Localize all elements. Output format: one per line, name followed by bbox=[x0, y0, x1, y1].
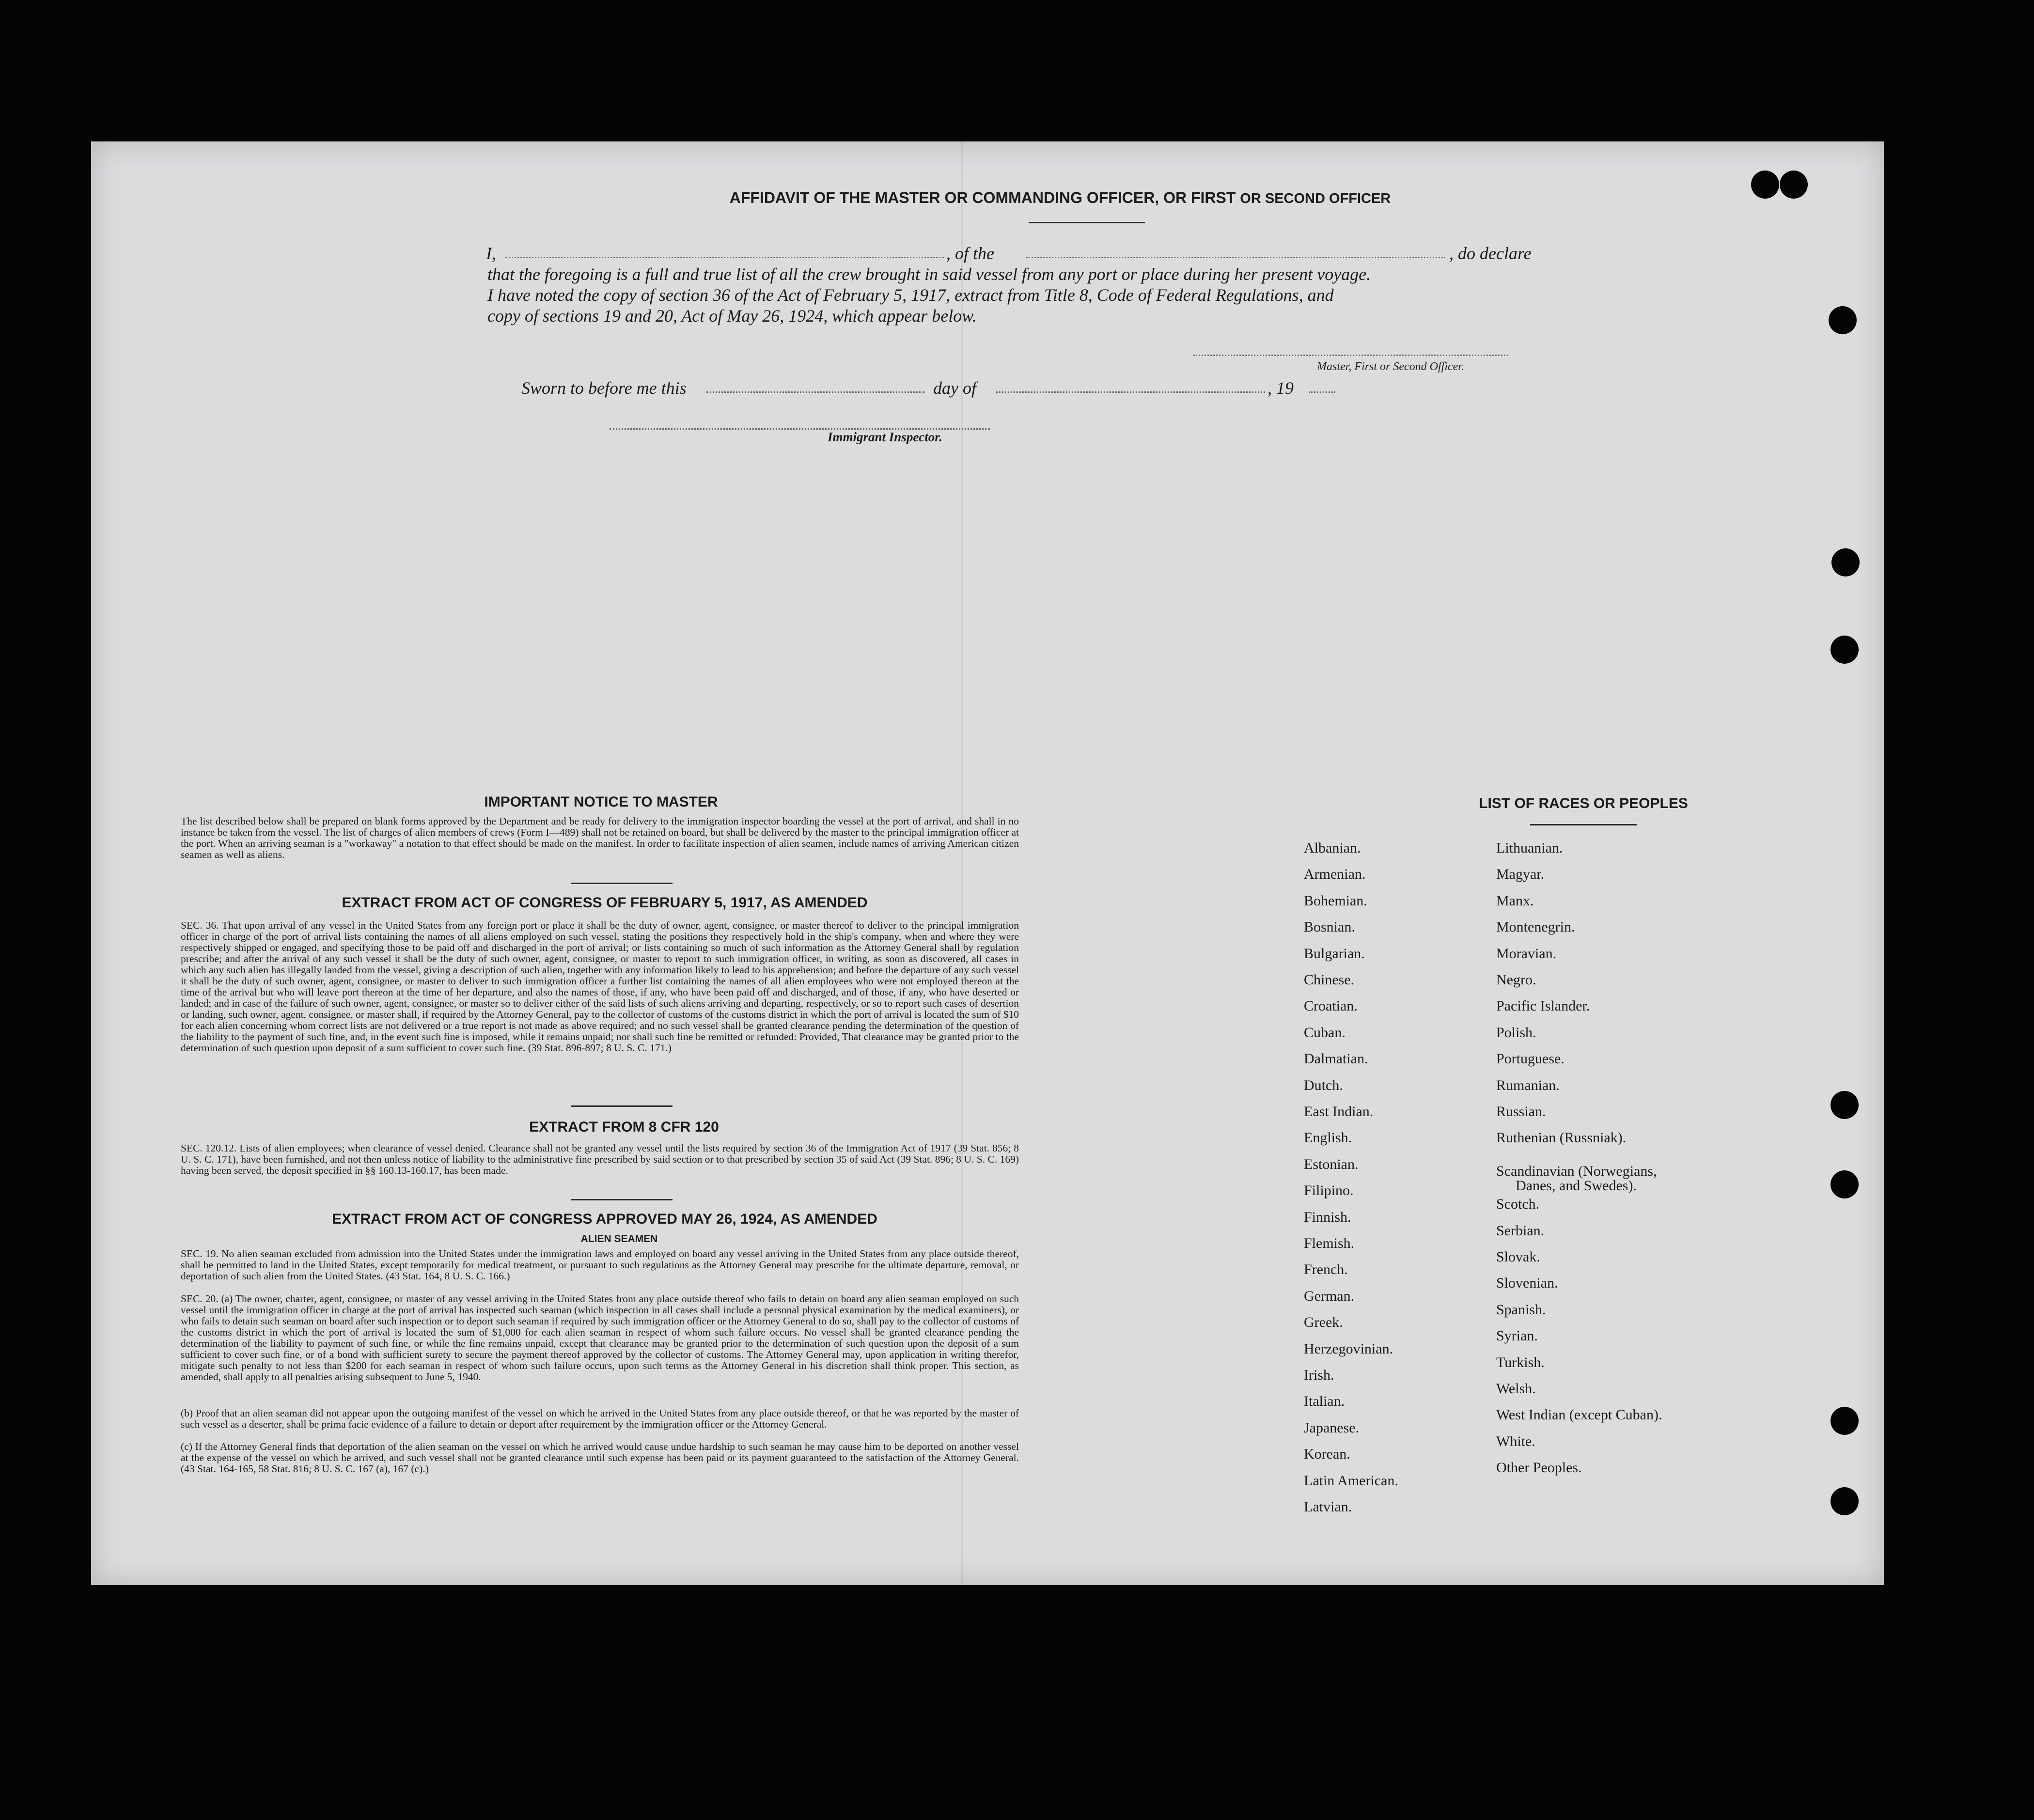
race-item: Flemish. bbox=[1304, 1235, 1355, 1251]
name-field[interactable] bbox=[505, 257, 944, 258]
punch-hole bbox=[1831, 1170, 1859, 1198]
race-item: West Indian (except Cuban). bbox=[1496, 1407, 1662, 1423]
punch-hole bbox=[1829, 306, 1857, 334]
race-item: Armenian. bbox=[1304, 866, 1366, 883]
race-item: Cuban. bbox=[1304, 1024, 1346, 1041]
section-rule bbox=[571, 1105, 673, 1107]
race-item: Bosnian. bbox=[1304, 919, 1355, 935]
race-item: White. bbox=[1496, 1433, 1535, 1449]
race-item: Estonian. bbox=[1304, 1156, 1359, 1172]
year-label: , 19 bbox=[1267, 378, 1294, 398]
race-item: Herzegovinian. bbox=[1304, 1340, 1393, 1357]
race-item: Portuguese. bbox=[1496, 1051, 1565, 1067]
race-item: Croatian. bbox=[1304, 998, 1358, 1014]
section-rule bbox=[571, 1199, 673, 1200]
extract-cfr-title: EXTRACT FROM 8 CFR 120 bbox=[529, 1119, 719, 1135]
extract-cfr-body: SEC. 120.12. Lists of alien employees; when clearance of vessel denied. Clearance shall not be granted any vessel until the lists required by section 36 of the Immigration Act of 1917 (39 Stat. 856; 8 U. S. C. 171), have been furnished, and not then unless notice of liability to the administrative fine prescribed by said section or to that prescribed by section 35 of said Act (39 Stat. 896; 8 U. S. C. 169) having been served, the deposit specified in §§ 160.13-160.17, has been made. bbox=[181, 1142, 1019, 1176]
race-item: Dalmatian. bbox=[1304, 1051, 1368, 1067]
race-item: Slovak. bbox=[1496, 1249, 1540, 1265]
punch-hole bbox=[1751, 171, 1779, 199]
form-page bbox=[91, 141, 1884, 1585]
race-item: German. bbox=[1304, 1288, 1355, 1304]
race-item: Finnish. bbox=[1304, 1209, 1351, 1225]
punch-hole bbox=[1831, 1091, 1859, 1119]
race-item: French. bbox=[1304, 1261, 1348, 1278]
race-item: Negro. bbox=[1496, 972, 1536, 988]
race-item: Syrian. bbox=[1496, 1328, 1538, 1344]
race-item: Latvian. bbox=[1304, 1499, 1352, 1515]
race-item: Bohemian. bbox=[1304, 892, 1367, 909]
title-rule bbox=[1029, 222, 1145, 223]
race-item: Italian. bbox=[1304, 1393, 1345, 1410]
race-item: Pacific Islander. bbox=[1496, 998, 1590, 1014]
race-item: Scotch. bbox=[1496, 1196, 1540, 1213]
race-item: Bulgarian. bbox=[1304, 945, 1365, 962]
race-item: Dutch. bbox=[1304, 1077, 1343, 1093]
affidavit-text-3: copy of sections 19 and 20, Act of May 26, 1924, which appear below. bbox=[487, 306, 977, 326]
sworn-day-field[interactable] bbox=[706, 391, 924, 393]
affidavit-name-line bbox=[486, 243, 1610, 264]
day-of-label: day of bbox=[933, 378, 976, 398]
sworn-year-field[interactable] bbox=[1309, 391, 1335, 393]
race-item: East Indian. bbox=[1304, 1104, 1374, 1120]
race-item: Manx. bbox=[1496, 892, 1534, 909]
of-the-label: , of the bbox=[946, 244, 994, 263]
extract-1917-title: EXTRACT FROM ACT OF CONGRESS OF FEBRUARY 5, 1917, AS AMENDED bbox=[342, 895, 868, 911]
race-item: Montenegrin. bbox=[1496, 919, 1575, 935]
race-item: Polish. bbox=[1496, 1024, 1536, 1041]
punch-hole bbox=[1831, 636, 1859, 664]
extract-1924-sec20a: SEC. 20. (a) The owner, charter, agent, consignee, or master of any vessel arriving in the United States from any place outside thereof who fails to detain on board any alien seaman employed on such vessel until the immigration officer in charge at the port of arrival has inspected such seaman (which inspection in all cases shall include a personal physical examination by the medical examiners), or who fails to detain such seaman on board after such inspection or to deport such seaman if required by such immigration officer or the Attorney General to do so, shall pay to the collector of customs of the customs district in which the port of arrival is located the sum of $1,000 for each alien seaman in respect of whom such failure occurs. No vessel shall be granted clearance pending the determination of the liability to payment of such fine, or while the fine remains unpaid, except that clearance may be granted prior to the determination of such question upon the deposit of a sum sufficient to cover such fine, or of a bond with sufficient surety to secure the payment thereof approved by the collector of customs. The Attorney General may, upon application in writing therefor, mitigate such penalty to not less than $200 for each seaman in respect of whom such failure occurs, upon such terms as the Attorney General in his discretion shall think proper. This section, as amended, shall apply to all penalties arising subsequent to June 5, 1940. bbox=[181, 1293, 1019, 1383]
race-item: Filipino. bbox=[1304, 1182, 1354, 1199]
section-rule bbox=[571, 883, 673, 884]
race-item: Magyar. bbox=[1496, 866, 1545, 883]
race-item: Turkish. bbox=[1496, 1354, 1545, 1370]
race-item: Moravian. bbox=[1496, 945, 1557, 962]
race-item: Albanian. bbox=[1304, 840, 1361, 856]
punch-hole bbox=[1831, 1487, 1859, 1515]
affidavit-text-2: I have noted the copy of section 36 of the Act of February 5, 1917, extract from Title 8, Code of Federal Regulations, and bbox=[487, 285, 1334, 305]
sworn-month-field[interactable] bbox=[996, 391, 1265, 393]
notice-body: The list described below shall be prepared on blank forms approved by the Department and be ready for delivery to the immigration inspector boarding the vessel at the port of arrival, and shall in no instance be taken from the vessel. The list of charges of alien members of crews (Form I—489) shall not be retained on board, but shall be delivered by the master to the principal immigration officer at the port. When an arriving seaman is a "workaway" a notation to that effect should be made on the manifest. In order to facilitate inspection of alien seamen, include names of arriving American citizen seamen as well as aliens. bbox=[181, 815, 1019, 860]
master-signature-field[interactable] bbox=[1193, 355, 1508, 356]
extract-1924-subtitle: ALIEN SEAMEN bbox=[580, 1233, 658, 1244]
race-item: English. bbox=[1304, 1130, 1352, 1146]
race-item: Other Peoples. bbox=[1496, 1460, 1582, 1476]
extract-1924-sec19: SEC. 19. No alien seaman excluded from admission into the United States under the immigration laws and employed on board any vessel arriving in the United States from any place outside thereof, shall be permitted to land in the United States, except temporarily for medical treatment, or pursuant to such regulations as the Attorney General may prescribe for the ultimate departure, removal, or deportation of such alien from the United States. (43 Stat. 164, 8 U. S. C. 166.) bbox=[181, 1248, 1019, 1282]
do-declare-label: , do declare bbox=[1449, 244, 1532, 263]
extract-1924-sec20c: (c) If the Attorney General finds that deportation of the alien seaman on the vessel on which he arrived would cause undue hardship to such seaman he may cause him to be deported on another vessel at the expense of the vessel on which he arrived, and such vessel shall not be granted clearance until such expense has been paid or its payment guaranteed to the satisfaction of the Attorney General. (43 Stat. 164-165, 58 Stat. 816; 8 U. S. C. 167 (a), 167 (c).) bbox=[181, 1441, 1019, 1475]
sworn-label: Sworn to before me this bbox=[521, 378, 687, 398]
race-item: Danes, and Swedes). bbox=[1516, 1177, 1637, 1194]
race-item: Korean. bbox=[1304, 1446, 1350, 1462]
race-item: Latin American. bbox=[1304, 1472, 1398, 1489]
race-item: Japanese. bbox=[1304, 1419, 1360, 1436]
race-item: Slovenian. bbox=[1496, 1275, 1558, 1291]
race-item: Russian. bbox=[1496, 1104, 1546, 1120]
affidavit-text-1: that the foregoing is a full and true list of all the crew brought in said vessel from any port or place during her present voyage. bbox=[487, 264, 1371, 284]
punch-hole bbox=[1831, 548, 1860, 576]
race-item: Spanish. bbox=[1496, 1301, 1546, 1318]
race-item: Irish. bbox=[1304, 1367, 1334, 1383]
extract-1924-sec20b: (b) Proof that an alien seaman did not appear upon the outgoing manifest of the vessel on which he arrived in the United States from any place outside thereof, or that he was reported by the master of such vessel as a deserter, shall be prima facie evidence of a failure to detain or deport after requirement by the immigration officer or the Attorney General. bbox=[181, 1407, 1019, 1430]
punch-hole bbox=[1780, 171, 1808, 199]
notice-title: IMPORTANT NOTICE TO MASTER bbox=[484, 794, 718, 810]
race-item: Serbian. bbox=[1496, 1222, 1545, 1239]
races-title: LIST OF RACES OR PEOPLES bbox=[1479, 795, 1688, 811]
race-item: Scandinavian (Norwegians, bbox=[1496, 1163, 1657, 1179]
inspector-caption: Immigrant Inspector. bbox=[828, 430, 943, 444]
i-label: I, bbox=[486, 244, 496, 263]
affidavit-title: AFFIDAVIT OF THE MASTER OR COMMANDING OFFICER, OR FIRST OR SECOND OFFICER bbox=[729, 189, 1391, 206]
race-item: Ruthenian (Russniak). bbox=[1496, 1130, 1627, 1146]
races-title-rule bbox=[1530, 824, 1637, 825]
race-item: Greek. bbox=[1304, 1314, 1343, 1331]
extract-1924-title: EXTRACT FROM ACT OF CONGRESS APPROVED MAY 26, 1924, AS AMENDED bbox=[332, 1211, 877, 1227]
master-caption: Master, First or Second Officer. bbox=[1317, 360, 1464, 373]
race-item: Chinese. bbox=[1304, 972, 1355, 988]
race-item: Rumanian. bbox=[1496, 1077, 1560, 1093]
race-item: Lithuanian. bbox=[1496, 840, 1563, 856]
sworn-line bbox=[521, 378, 1335, 399]
race-item: Welsh. bbox=[1496, 1381, 1536, 1397]
vessel-field[interactable] bbox=[1026, 257, 1445, 258]
extract-1917-body: SEC. 36. That upon arrival of any vessel in the United States from any foreign port or place it shall be the duty of owner, agent, consignee, or master thereof to deliver to the principal immigration officer in charge of the port of arrival lists containing the names of all aliens employed on such vessel, stating the positions they respectively hold in the ship's company, when and where they were respectively shipped or engaged, and specifying those to be paid off and discharged in the port of arrival; or lists containing so much of such information as the Attorney General shall by regulation prescribe; and after the arrival of any such vessel it shall be the duty of such owner, agent, consignee, or master to report to such immigration officer, in writing, as soon as discovered, all cases in which any such alien has illegally landed from the vessel, giving a description of such alien, together with any information likely to lead to his apprehension; and before the departure of any such vessel it shall be the duty of such owner, agent, consignee, or master to deliver to such immigration officer a further list containing the names of all alien employees who were not employed thereon at the time of the arrival but who will leave port thereon at the time of her departure, and also the names of those, if any, who have been paid off and discharged, and of those, if any, who have deserted or landed; and in case of the failure of such owner, agent, consignee, or master so to deliver either of the said lists of such aliens arriving and departing, respectively, or so to report such cases of desertion or landing, such owner, agent, consignee, or master shall, if required by the Attorney General, pay to the collector of customs of the customs district in which the port of arrival is located the sum of $10 for each alien concerning whom correct lists are not delivered or a true report is not made as above required; and no such vessel shall be granted clearance pending the determination of the question of the liability to the payment of such fine, and, in the event such fine is imposed, while it remains unpaid; nor shall such fine be remitted or refunded: Provided, That clearance may be granted prior to the determination of such question upon deposit of a sum sufficient to cover such fine. (39 Stat. 896-897; 8 U. S. C. 171.) bbox=[181, 919, 1019, 1054]
punch-hole bbox=[1831, 1407, 1859, 1435]
